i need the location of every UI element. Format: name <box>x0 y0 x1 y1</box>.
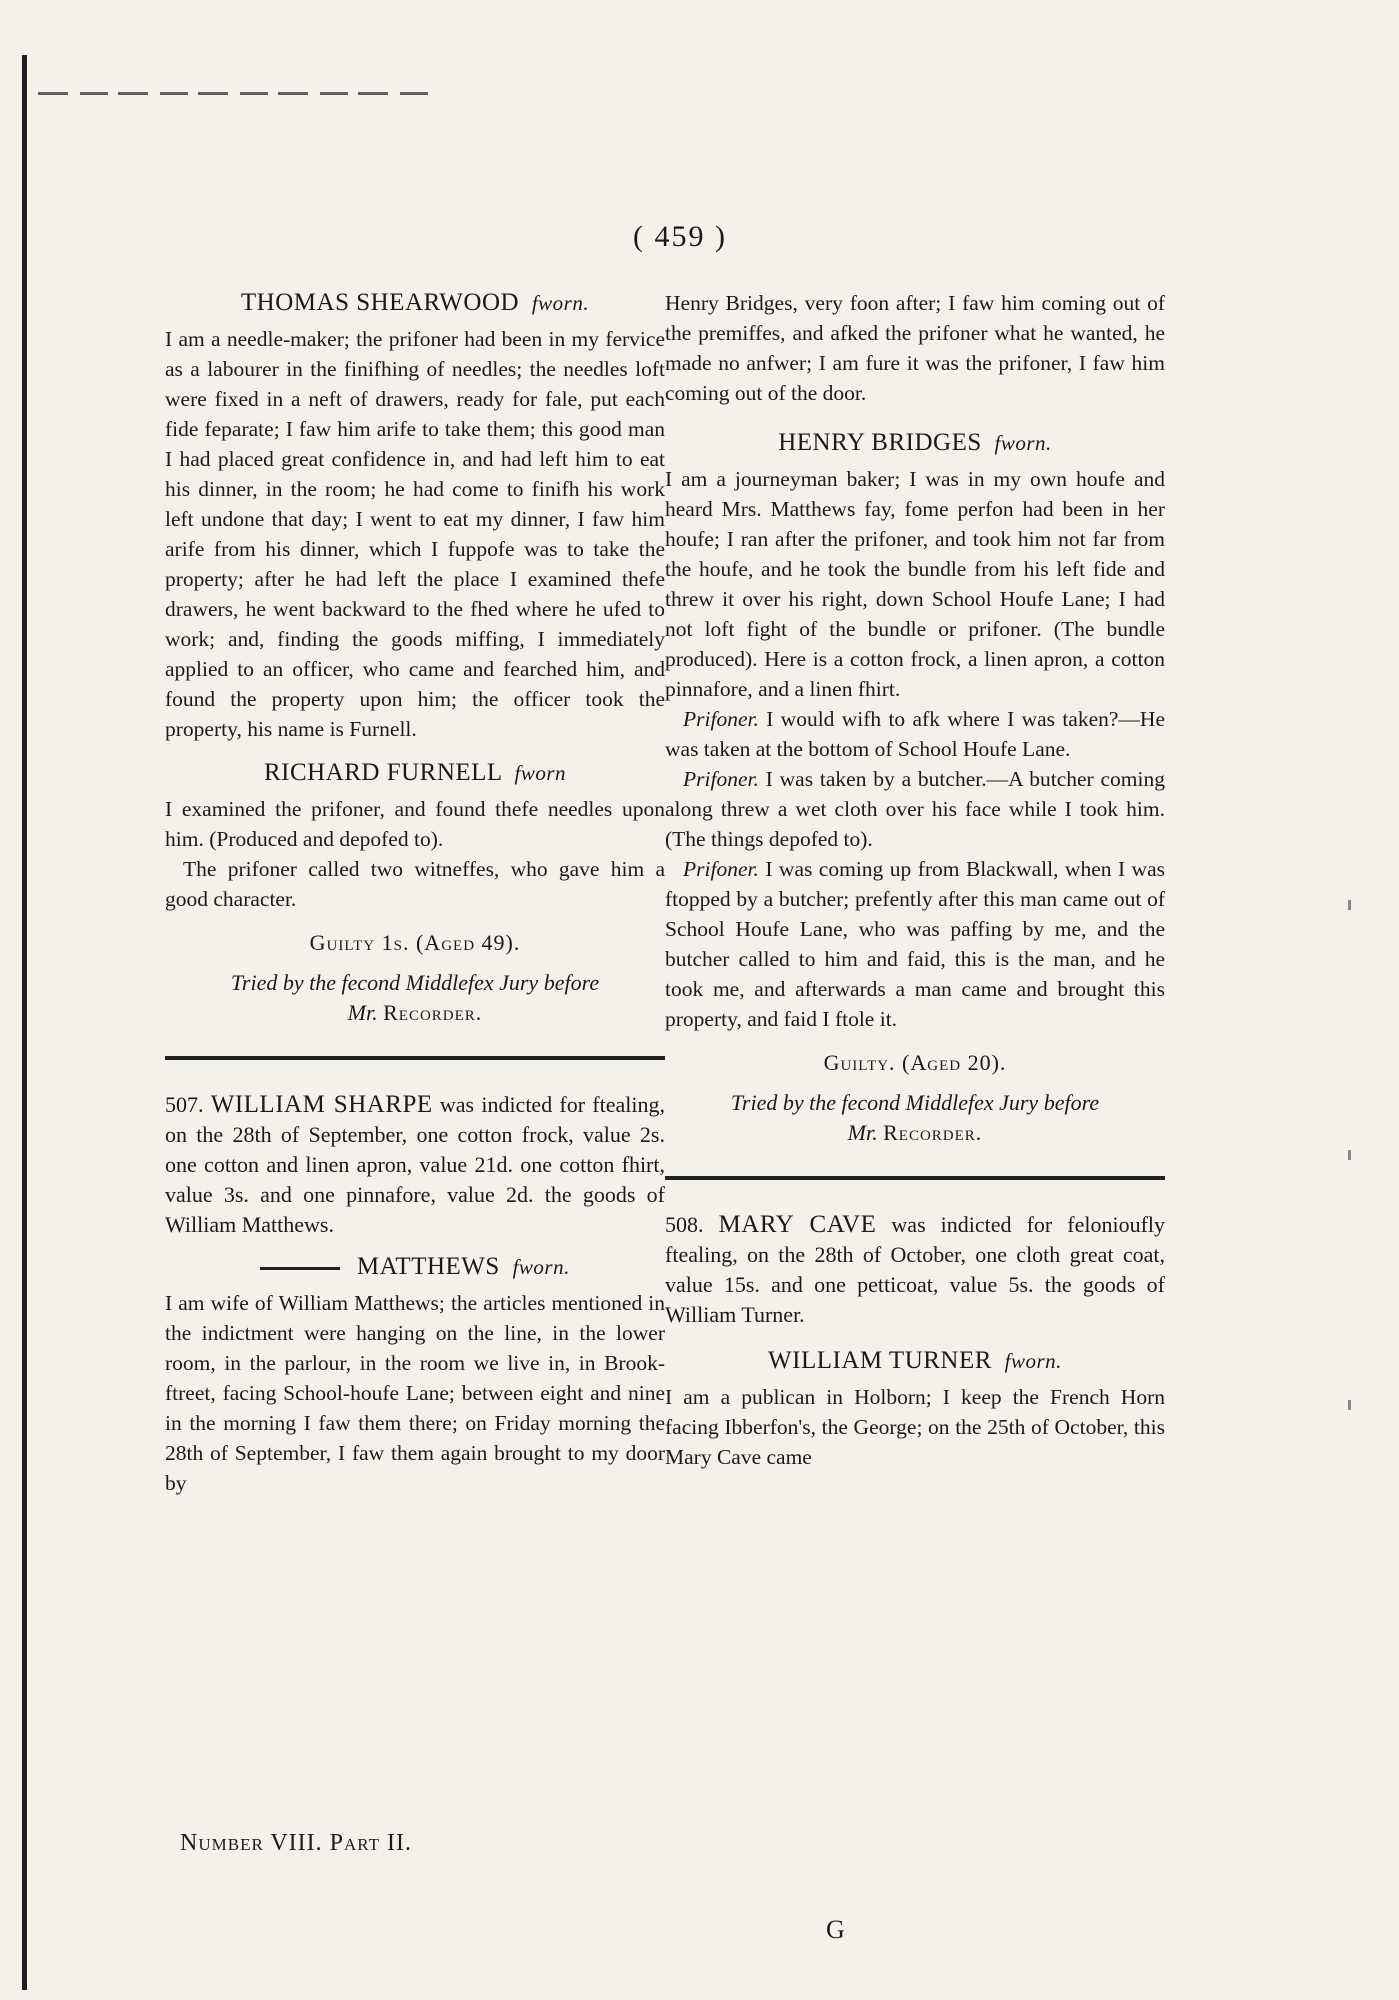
prisoner-question <box>665 704 1165 764</box>
witness-name: RICHARD FURNELL <box>263 759 502 786</box>
defence-text: I was coming up from Blackwall, when I was ftopped by a butcher; prefently after this man came out of School Houfe Lane, who was paffing by me, and the butcher called to him and faid, this is the man, and he took me, and afterwards a man came and brought this property, and faid I ftole it. <box>665 857 1165 1031</box>
testimony-paragraph: I examined the prifoner, and found thefe needles upon him. (Produced and depofed to). <box>165 797 665 851</box>
testimony-paragraph: I am a publican in Holborn; I keep the French Horn facing Ibberfon's, the George; on the 25th of October, this Mary Cave came <box>665 1385 1165 1469</box>
case-text: was indicted for felonioufly ftealing, on the 28th of October, one cloth great coat, value 15s. and one petticoat, value 5s. the goods of William Turner. <box>665 1212 1166 1327</box>
section-rule <box>665 1176 1165 1180</box>
tried-line: Tried by the fecond Middlefex Jury before <box>230 970 600 995</box>
prisoner-statement <box>665 764 1165 854</box>
sworn-label: fworn. <box>1004 1349 1062 1373</box>
tried-line: Tried by the fecond Middlefex Jury before <box>730 1090 1100 1115</box>
case-entry <box>165 1090 665 1240</box>
signature-mark: G <box>826 1915 845 1944</box>
witness-heading <box>665 1346 1165 1376</box>
tried-recorder: Recorder. <box>883 1120 983 1145</box>
section-rule <box>165 1056 665 1060</box>
speaker-label: Prifoner. <box>683 767 759 791</box>
question-text: I would wifh to afk where I was taken?—He was taken at the bottom of School Houfe Lane. <box>665 707 1165 761</box>
right-column <box>665 280 1165 1472</box>
speaker-label: Prifoner. <box>683 857 759 881</box>
tried-mr: Mr. <box>847 1120 878 1145</box>
witness-name: WILLIAM TURNER <box>768 1347 992 1374</box>
page-number: ( 459 ) <box>633 220 727 253</box>
testimony-paragraph: I am a journeyman baker; I was in my own houfe and heard Mrs. Matthews fay, fome perfon had been in her houfe; I ran after the prifoner, and took him not far from the houfe, and he took the bundle from his left fide and threw it over his right, down School Houfe Lane; I had not loft fight of the bundle or prifoner. (The bundle produced). Here is a cotton frock, a linen apron, a cotton pinnafore, and a linen fhirt. <box>665 467 1165 701</box>
testimony-paragraph: I am wife of William Matthews; the articles mentioned in the indictment were hanging on the line, in the lower room, in the parlour, in the room we live in, in Brook-ftreet, facing School-houfe Lane; between eight and nine in the morning I faw them there; on Friday morning the 28th of September, I faw them again brought to my door by <box>165 1291 665 1495</box>
witness-name: THOMAS SHEARWOOD <box>240 289 520 316</box>
sworn-label: fworn. <box>994 431 1052 455</box>
case-entry <box>665 1210 1165 1330</box>
prisoner-defence <box>665 854 1165 1034</box>
testimony-paragraph: I am a needle-maker; the prifoner had been in my fervice as a labourer in the finifhing of needles; the needles loft were fixed in a neft of drawers, ready for fale, put each fide feparate; I faw him arife to take them; this good man I had placed great confidence in, and had left him to eat his dinner, in the room; he had come to finifh his work left undone that day; I went to eat my dinner, I faw him arife from his dinner, which I fuppofe was to take the property; after he had left the place I examined thefe drawers, he went backward to the fhed where he ufed to work; and, finding the goods miffing, I immediately applied to an officer, who came and fearched him, and found the property upon him; the officer took the property, his name is Furnell. <box>165 327 665 741</box>
sworn-label: fworn. <box>531 291 590 315</box>
case-text: was indicted for ftealing, on the 28th of September, one cotton frock, value 2s. one cotton and linen apron, value 21d. one cotton fhirt, value 3s. and one pinnafore, value 2d. the goods of William Matthews. <box>165 1092 666 1237</box>
margin-speck <box>1348 1150 1351 1160</box>
tried-mr: Mr. <box>347 1000 378 1025</box>
defendant-name: MARY CAVE <box>718 1211 877 1238</box>
sworn-label: fworn <box>514 761 567 785</box>
tried-note <box>665 1088 1165 1148</box>
case-number: 508. <box>665 1212 704 1237</box>
witness-heading <box>165 288 665 318</box>
defendant-name: WILLIAM SHARPE <box>210 1091 433 1118</box>
witness-heading <box>665 428 1165 458</box>
tried-recorder: Recorder. <box>383 1000 483 1025</box>
part-footer: Number VIII. Part II. <box>180 1830 412 1856</box>
speaker-label: Prifoner. <box>683 707 759 731</box>
testimony-paragraph: The prifoner called two witneffes, who gave him a good character. <box>165 857 665 911</box>
margin-rule <box>38 92 428 95</box>
margin-speck <box>1348 900 1351 910</box>
margin-speck <box>1348 1400 1351 1410</box>
witness-name: MATTHEWS <box>356 1253 500 1280</box>
verdict: Guilty. (Aged 20). <box>823 1050 1007 1075</box>
sworn-label: fworn. <box>512 1255 570 1279</box>
testimony-paragraph: Henry Bridges, very foon after; I faw him coming out of the premiffes, and afked the prifoner what he wanted, he made no anfwer; I am fure it was the prifoner, I faw him coming out of the door. <box>665 291 1165 405</box>
witness-heading <box>165 1252 665 1282</box>
witness-heading <box>165 758 665 788</box>
name-dash <box>260 1267 340 1270</box>
left-column <box>165 280 665 1498</box>
binding-edge <box>22 55 27 1990</box>
tried-note <box>165 968 665 1028</box>
case-number: 507. <box>165 1092 204 1117</box>
verdict: Guilty 1s. (Aged 49). <box>309 930 521 955</box>
witness-name: HENRY BRIDGES <box>778 429 982 456</box>
statement-text: I was taken by a butcher.—A butcher coming along threw a wet cloth over his face while I took him. (The things depofed to). <box>665 767 1165 851</box>
